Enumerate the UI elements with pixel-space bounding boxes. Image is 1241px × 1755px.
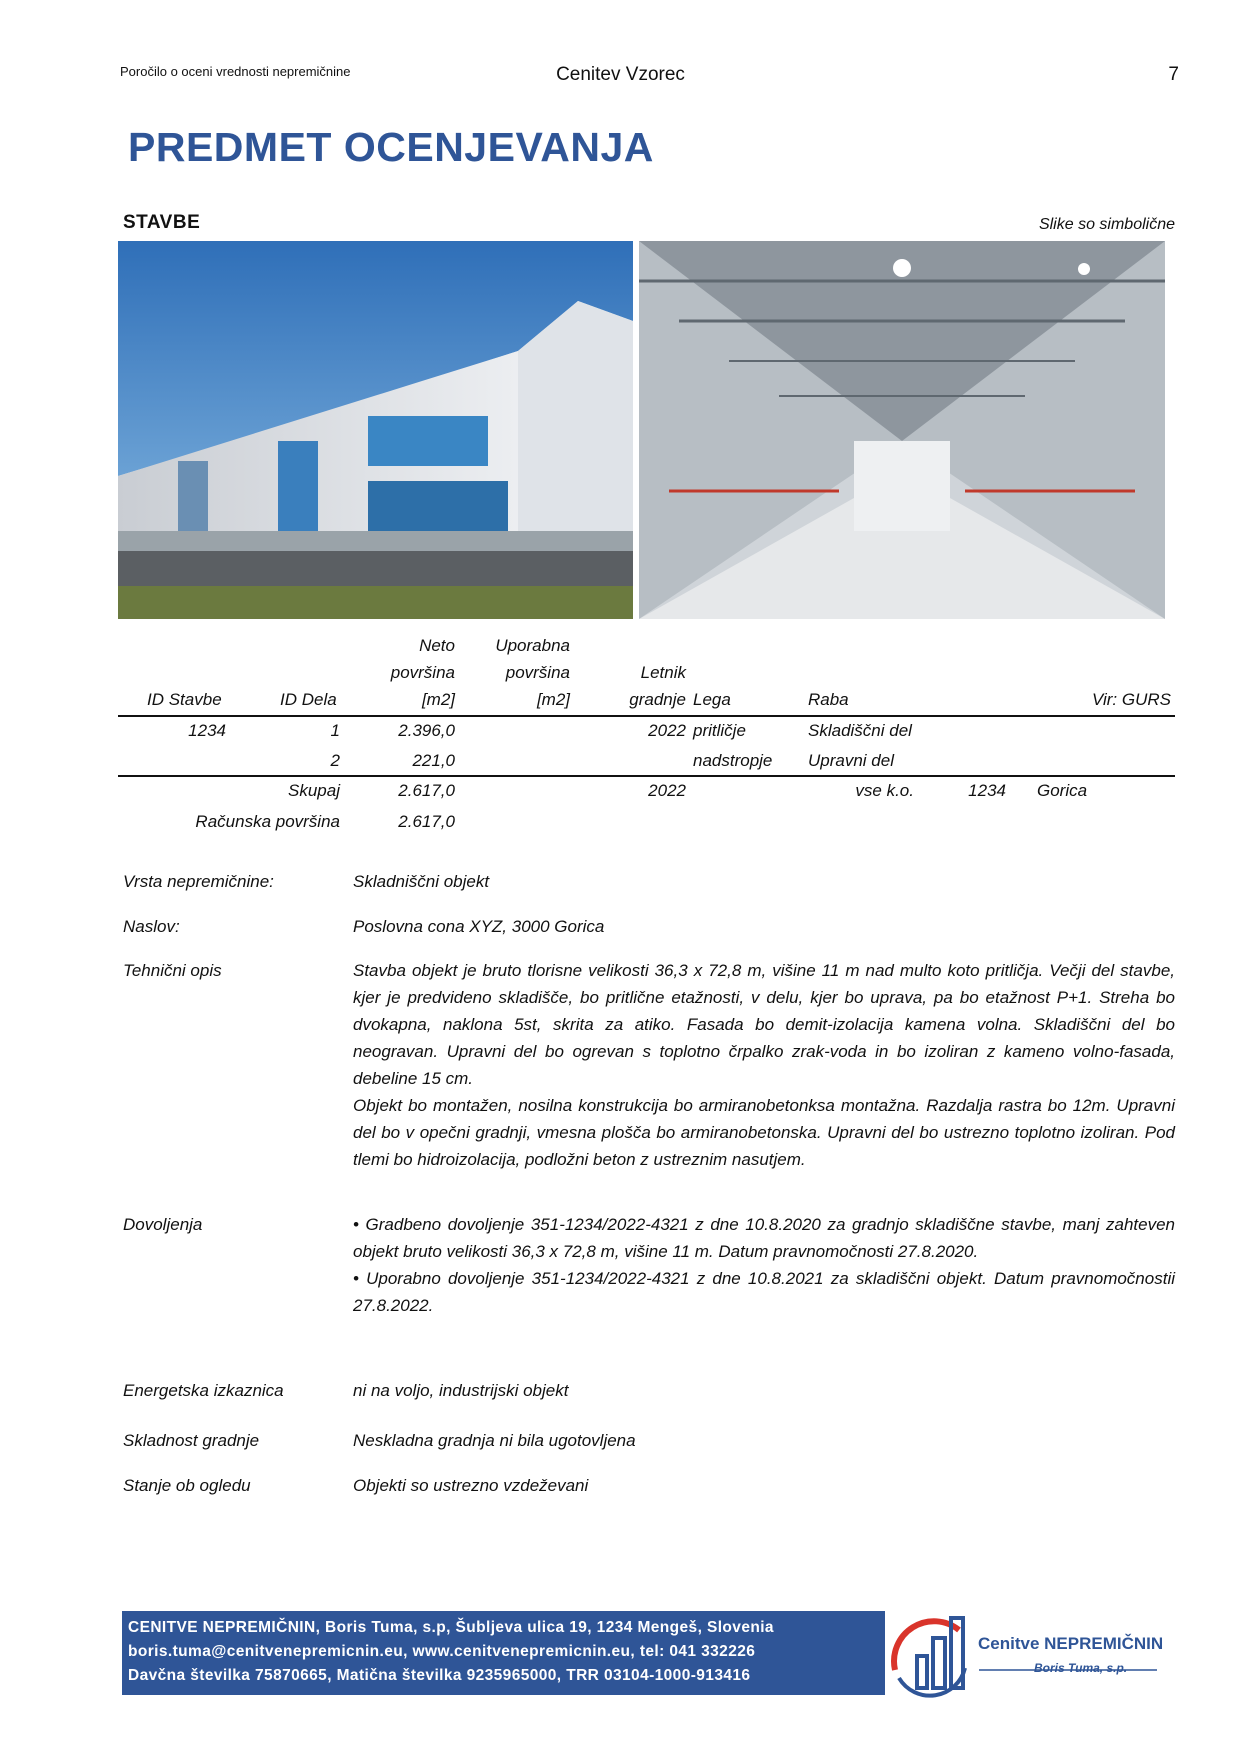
racunska-value: 2.617,0 [398,812,455,831]
report-title: Poročilo o oceni vrednosti nepremičnine [120,64,351,79]
logo-company-name: Cenitve NEPREMIČNIN [978,1634,1164,1653]
tehnicni-paragraph-2: Objekt bo montažen, nosilna konstrukcija bo armiranobetonksa montažna. Razdalja rastra bo 12m. Upravni del bo v opečni gradnji, vmesna plošča bo armiranobetonska. Upravni del bo ustrezno toplotno izoliran. Pod tlemi bo hidroizolacija, podložni beton z ustreznim nasutjem. [353,1096,1175,1169]
naslov-label: Naslov: [123,917,180,936]
tehnicni-label: Tehnični opis [123,961,222,980]
row2-lega: nadstropje [693,751,773,770]
row1-letnik: 2022 [648,721,686,740]
footer-tax-line: Davčna številka 75870665, Matična številka 9235965000, TRR 03104-1000-913416 [128,1667,751,1684]
col-neto-line3: [m2] [421,690,455,709]
row1-id-dela: 1 [330,721,340,740]
source-label: Vir: GURS [1091,690,1171,709]
row1-id-stavbe: 1234 [188,721,226,740]
skladnost-value: Neskladna gradnja ni bila ugotovljena [353,1431,636,1450]
table-header-rule [118,715,1175,717]
total-letnik: 2022 [648,781,686,800]
row1-raba: Skladiščni del [808,721,912,740]
stanje-label: Stanje ob ogledu [123,1476,251,1495]
section-heading: STAVBE [123,212,201,233]
tehnicni-opis [353,957,1175,1173]
row2-raba: Upravni del [808,751,894,770]
ko-label: vse k.o. [855,781,914,800]
dovoljenje-uporabno: • Uporabno dovoljenje 351-1234/2022-4321 z dne 10.8.2021 za skladiščni objekt. Datum pravnomočnostii 27.8.2022. [353,1269,1175,1315]
col-id-dela: ID Dela [280,690,337,709]
images-note: Slike so simbolične [1038,216,1175,233]
vrsta-value: Skladniščni objekt [353,872,490,891]
stanje-value: Objekti so ustrezno vzdeževani [353,1476,589,1495]
logo-owner-name: Boris Tuma, s.p. [1034,1661,1128,1675]
footer-contact-line: boris.tuma@cenitvenepremicnin.eu, www.cenitvenepremicnin.eu, tel: 041 332226 [128,1643,756,1660]
row2-id-dela: 2 [330,751,340,770]
col-letnik-line2: gradnje [629,690,686,709]
logo-mark-icon [887,1608,1179,1700]
col-uporabna-line3: [m2] [536,690,570,709]
energetska-value: ni na voljo, industrijski objekt [353,1381,569,1400]
page-title: PREDMET OCENJEVANJA [128,124,654,170]
energetska-label: Energetska izkaznica [123,1381,284,1400]
col-raba: Raba [808,690,849,709]
col-uporabna-line1: Uporabna [495,636,570,655]
company-logo [887,1608,1179,1700]
col-neto-line2: površina [390,663,455,682]
racunska-label: Računska površina [195,812,340,831]
total-neto: 2.617,0 [398,781,455,800]
document-name: Cenitev Vzorec [556,64,685,85]
col-letnik-line1: Letnik [640,663,686,682]
col-uporabna-line2: površina [505,663,570,682]
vrsta-label: Vrsta nepremičnine: [123,872,274,891]
col-neto-line1: Neto [419,636,455,655]
ko-number: 1234 [968,781,1006,800]
total-label: Skupaj [288,781,340,800]
col-id-stavbe: ID Stavbe [147,690,222,709]
dovoljenja-list [353,1211,1175,1319]
row1-neto: 2.396,0 [398,721,455,740]
footer-contact-box [122,1611,885,1695]
table-total-rule [118,775,1175,777]
warehouse-interior-image [639,241,1165,619]
ko-name: Gorica [1037,781,1088,800]
dovoljenje-gradbeno: • Gradbeno dovoljenje 351-1234/2022-4321 z dne 10.8.2020 za gradnjo skladiščne stavbe, manj zahteven objekt bruto velikosti 36,3 x 72,8 m, višine 11 m. Datum pravnomočnosti 27.8.2020. [353,1215,1175,1261]
footer-company-line: CENITVE NEPREMIČNIN, Boris Tuma, s.p, Šubljeva ulica 19, 1234 Mengeš, Slovenia [128,1619,774,1636]
row1-lega: pritličje [693,721,746,740]
skladnost-label: Skladnost gradnje [123,1431,260,1450]
col-lega: Lega [693,690,731,709]
naslov-value: Poslovna cona XYZ, 3000 Gorica [353,917,605,936]
dovoljenja-label: Dovoljenja [123,1215,203,1234]
building-exterior-image [118,241,633,619]
row2-neto: 221,0 [412,751,455,770]
page-number: 7 [1168,64,1179,85]
tehnicni-paragraph-1: Stavba objekt je bruto tlorisne velikosti 36,3 x 72,8 m, višine 11 m nad multo koto pritličja. Večji del stavbe, kjer je predvideno skladišče, bo pritlične etažnosti, v delu, kjer bo uprava, pa bo etažnost P+1. Streha bo dvokapna, naklona 5st, skrita za atiko. Fasada bo demit-izolacija kamena volna. Skladiščni del bo neogravan. Upravni del bo ogrevan s toplotno črpalko zrak-voda in bo izoliran z kameno volno-fasada, debeline 15 cm. [353,961,1175,1088]
